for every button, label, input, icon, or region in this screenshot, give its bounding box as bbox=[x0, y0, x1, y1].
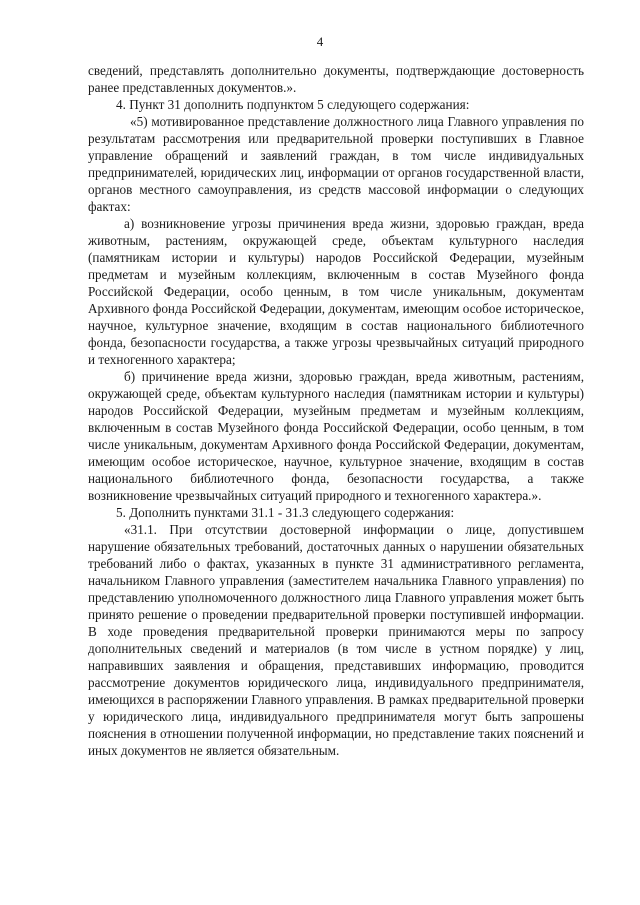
paragraph-continuation: сведений, представлять дополнительно документы, подтверждающие достоверность ранее представленных документов.». bbox=[88, 63, 584, 95]
paragraph-subitem-b: б) причинение вреда жизни, здоровью граждан, вреда животным, растениям, окружающей среде, объектам культурного наследия (памятникам истории и культуры) народов Российской Федерации, музейным предметам и музейным коллекциям, включенным в состав Музейного фонда Российской Федерации, особо ценным, в том числе уникальным, документам Архивного фонда Российской Федерации, документам, имеющим особое историческое, научное, культурное значение, входящим в состав национального библиотечного фонда, безопасности государства, а также возникновение чрезвычайных ситуаций природного и техногенного характера.». bbox=[88, 369, 584, 503]
paragraph-subitem-5: «5) мотивированное представление должностного лица Главного управления по результатам рассмотрения или предварительной проверки поступивших в Главное управление обращений и заявлений граждан, в том числе индивидуальных предпринимателей, юридических лиц, информации от органов государственной власти, органов местного самоуправления, из средств массовой информации о следующих фактах: bbox=[88, 114, 584, 214]
document-body bbox=[88, 62, 584, 759]
paragraph-item-4: 4. Пункт 31 дополнить подпунктом 5 следующего содержания: bbox=[116, 97, 470, 112]
paragraph-item-31-1: «31.1. При отсутствии достоверной информации о лице, допустившем нарушение обязательных требований, достаточных данных о нарушении обязательных требований либо о фактах, указанных в пункте 31 административного регламента, начальником Главного управления (заместителем начальника Главного управления) по представлению уполномоченного должностного лица Главного управления может быть принято решение о проведении предварительной проверки поступившей информации. В ходе проведения предварительной проверки принимаются меры по запросу дополнительных сведений и материалов (в том числе в устном порядке) у лиц, направивших заявления и обращения, представивших информацию, проводится рассмотрение документов юридического лица, индивидуального предпринимателя, имеющихся в распоряжении Главного управления. В рамках предварительной проверки у юридического лица, индивидуального предпринимателя могут быть запрошены пояснения в отношении полученной информации, но представление таких пояснений и иных документов не является обязательным. bbox=[88, 522, 584, 758]
page-number: 4 bbox=[316, 34, 324, 49]
paragraph-item-5: 5. Дополнить пунктами 31.1 - 31.3 следующего содержания: bbox=[116, 505, 455, 520]
paragraph-subitem-a: а) возникновение угрозы причинения вреда жизни, здоровью граждан, вреда животным, растениям, окружающей среде, объектам культурного наследия (памятникам истории и культуры) народов Российской Федерации, музейным предметам и музейным коллекциям, включенным в состав Музейного фонда Российской Федерации, особо ценным, в том числе уникальным, документам Архивного фонда Российской Федерации, документам, имеющим особое историческое, научное, культурное значение, входящим в состав национального библиотечного фонда, безопасности государства, а также угрозы чрезвычайных ситуаций природного и техногенного характера; bbox=[88, 216, 584, 367]
